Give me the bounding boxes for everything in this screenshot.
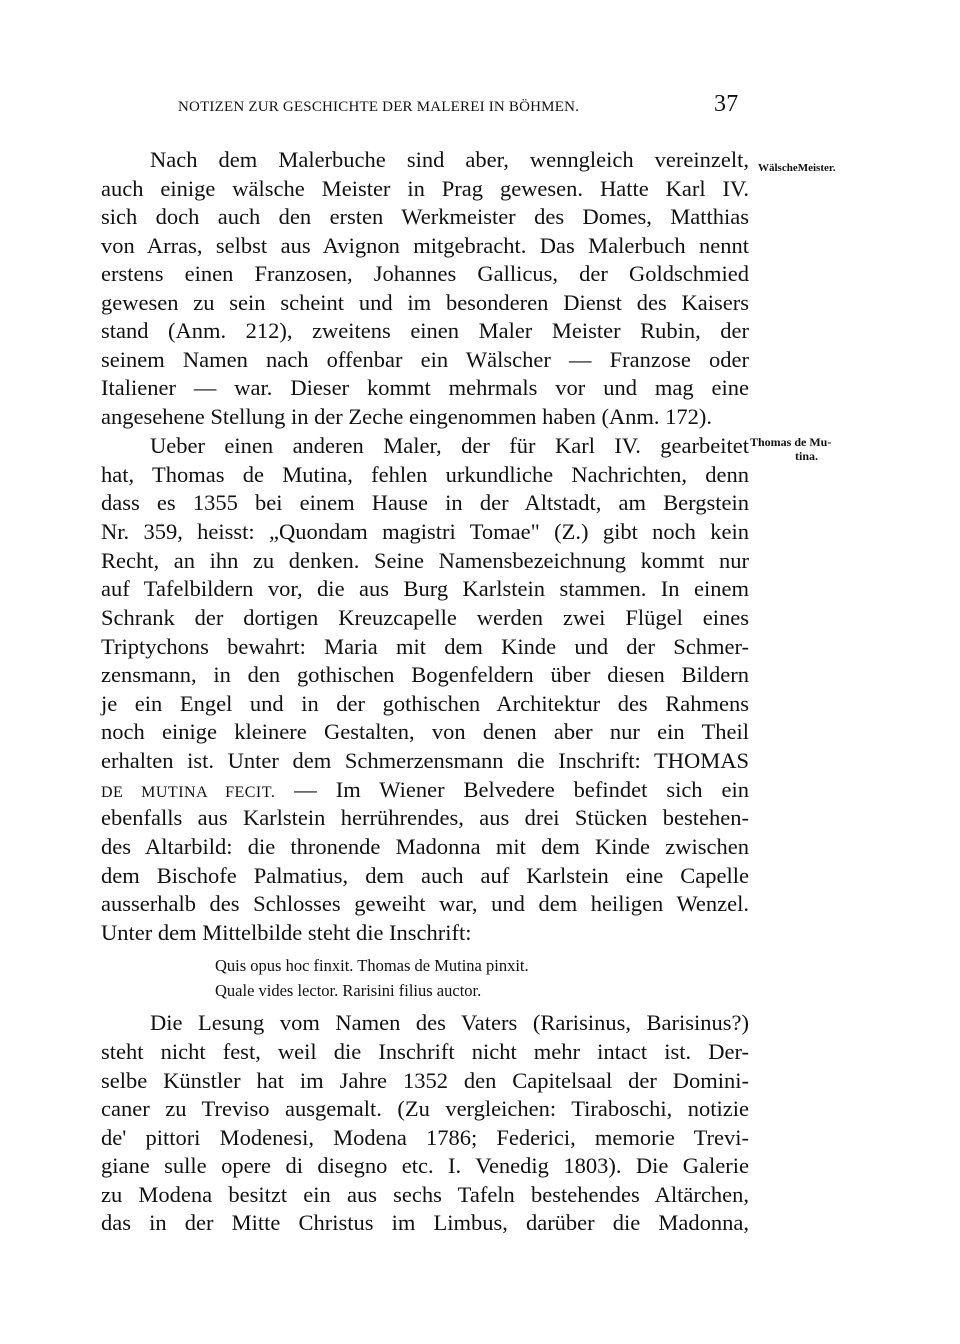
text-line: erhalten ist. Unter dem Schmerzensmann die Inschrift: THOMAS: [101, 748, 749, 773]
text-line: steht nicht fest, weil die Inschrift nicht mehr intact ist. Der-: [101, 1039, 749, 1064]
text-line: caner zu Treviso ausgemalt. (Zu vergleichen: Tiraboschi, notizie: [101, 1096, 749, 1121]
quote-line: Quale vides lector. Rarisini filius auctor.: [215, 981, 482, 1000]
text-line: Die Lesung vom Namen des Vaters (Rarisinus, Barisinus?): [150, 1010, 749, 1035]
text-line: des Altarbild: die thronende Madonna mit dem Kinde zwischen: [101, 834, 749, 859]
text-line: ausserhalb des Schlosses geweiht war, und dem heiligen Wenzel.: [101, 891, 749, 916]
text-fragment: — Im Wiener Belvedere befindet sich ein: [275, 777, 749, 802]
text-line: zu Modena besitzt ein aus sechs Tafeln bestehendes Altärchen,: [101, 1182, 749, 1207]
text-line: das in der Mitte Christus im Limbus, darüber die Madonna,: [101, 1210, 749, 1235]
text-line: Ueber einen anderen Maler, der für Karl IV. gearbeitet: [150, 433, 749, 458]
running-header: [178, 91, 739, 125]
text-line: auf Tafelbildern vor, die aus Burg Karlstein stammen. In einem: [101, 576, 749, 601]
text-line: dass es 1355 bei einem Hause in der Altstadt, am Bergstein: [101, 490, 749, 515]
text-line: Italiener — war. Dieser kommt mehrmals vor und mag eine: [101, 375, 749, 400]
text-line: dem Bischofe Palmatius, dem auch auf Karlstein eine Capelle: [101, 863, 749, 888]
margin-note-waelsche-meister: WälscheMeister.: [758, 162, 836, 174]
text-line: Nr. 359, heisst: „Quondam magistri Tomae" (Z.) gibt noch kein: [101, 519, 749, 544]
text-line: de' pittori Modenesi, Modena 1786; Federici, memorie Trevi-: [101, 1125, 749, 1150]
text-line: je ein Engel und in der gothischen Architektur des Rahmens: [101, 691, 749, 716]
text-line: stand (Anm. 212), zweitens einen Maler Meister Rubin, der: [101, 318, 749, 343]
text-line: seinem Namen nach offenbar ein Wälscher — Franzose oder: [101, 347, 749, 372]
text-line: erstens einen Franzosen, Johannes Gallicus, der Goldschmied: [101, 261, 749, 286]
margin-note-thomas-line1: Thomas de Mu-: [750, 435, 832, 449]
text-line: zensmann, in den gothischen Bogenfeldern über diesen Bildern: [101, 662, 749, 687]
text-line: [101, 776, 749, 804]
text-line: selbe Künstler hat im Jahre 1352 den Capitelsaal der Domini-: [101, 1068, 749, 1093]
small-caps-signature: DE MUTINA FECIT.: [101, 784, 276, 801]
text-line: hat, Thomas de Mutina, fehlen urkundliche Nachrichten, denn: [101, 462, 749, 487]
text-line: sich doch auch den ersten Werkmeister des Domes, Matthias: [101, 204, 749, 229]
margin-note-thomas-line2: tina.: [795, 449, 819, 463]
text-line: gewesen zu sein scheint und im besonderen Dienst des Kaisers: [101, 290, 749, 315]
text-line: angesehene Stellung in der Zeche eingenommen haben (Anm. 172).: [101, 404, 713, 429]
quote-line: Quis opus hoc finxit. Thomas de Mutina pinxit.: [215, 956, 529, 975]
text-line: ebenfalls aus Karlstein herrührendes, aus drei Stücken bestehen-: [101, 805, 749, 830]
text-line: von Arras, selbst aus Avignon mitgebracht. Das Malerbuch nennt: [101, 233, 749, 258]
text-line: giane sulle opere di disegno etc. I. Venedig 1803). Die Galerie: [101, 1153, 749, 1178]
text-line: Schrank der dortigen Kreuzcapelle werden zwei Flügel eines: [101, 605, 749, 630]
running-title: NOTIZEN ZUR GESCHICHTE DER MALEREI IN BÖHMEN.: [178, 99, 580, 115]
text-line: Triptychons bewahrt: Maria mit dem Kinde und der Schmer-: [101, 634, 749, 659]
page-number: 37: [714, 91, 739, 117]
text-line: noch einige kleinere Gestalten, von denen aber nur ein Theil: [101, 719, 749, 744]
text-line: Unter dem Mittelbilde steht die Inschrift:: [101, 920, 472, 945]
text-line: Nach dem Malerbuche sind aber, wenngleich vereinzelt,: [150, 147, 749, 172]
text-line: auch einige wälsche Meister in Prag gewesen. Hatte Karl IV.: [101, 176, 749, 201]
text-line: Recht, an ihn zu denken. Seine Namensbezeichnung kommt nur: [101, 548, 749, 573]
